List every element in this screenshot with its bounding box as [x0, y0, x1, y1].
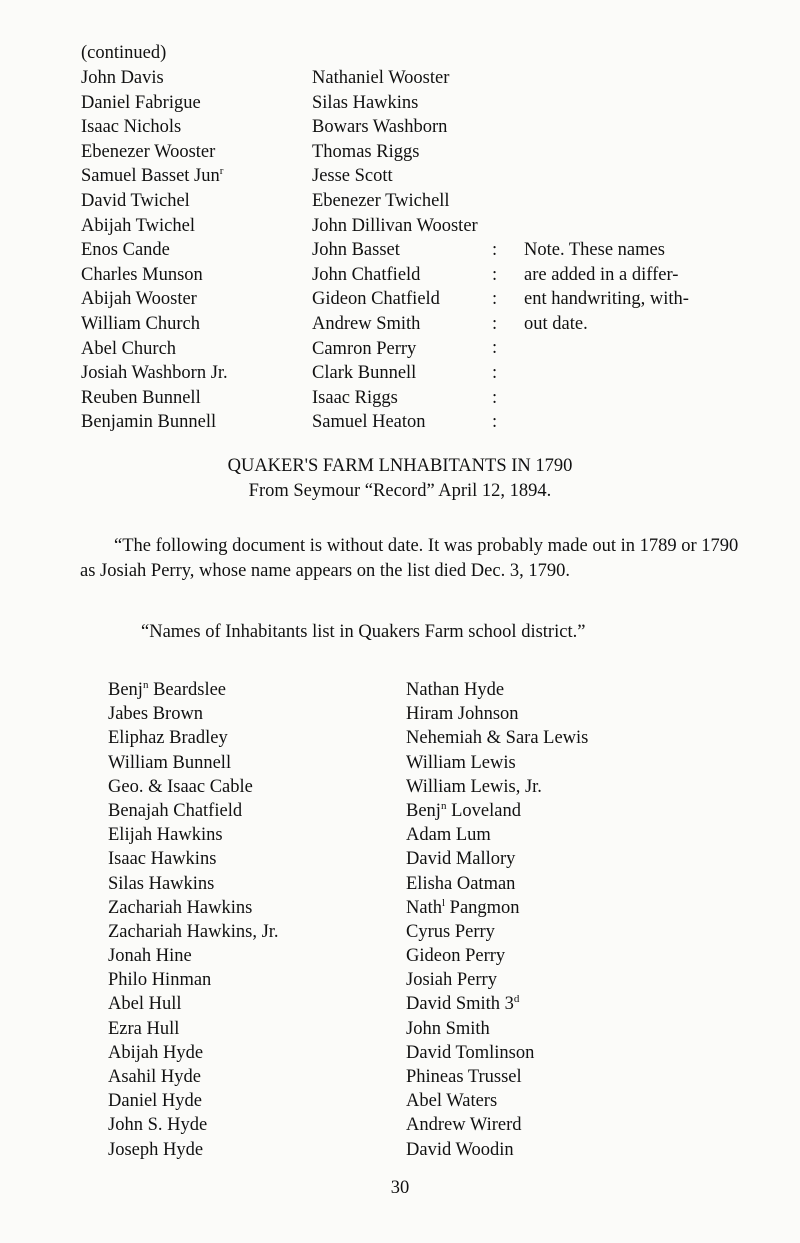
list-item: Josiah Perry	[406, 970, 497, 991]
list-item: William Lewis	[406, 752, 516, 773]
list-item: David Twichel	[81, 190, 190, 211]
list-item: Abijah Wooster	[81, 289, 197, 310]
list-item: Abel Hull	[108, 994, 182, 1015]
list-item: Samuel Heaton	[312, 412, 426, 433]
list-item: Benj$^n$ Beardslee	[108, 679, 227, 700]
colon-separator: :	[492, 387, 498, 408]
name-list-1-column-1	[81, 66, 228, 435]
list-item: Cyrus Perry	[406, 921, 495, 942]
colon-separator: :	[492, 289, 498, 310]
list-item: Nehemiah & Sara Lewis	[406, 728, 589, 749]
list-item: John Davis	[81, 68, 164, 88]
colon-column	[492, 238, 497, 435]
list-item: Enos Cande	[81, 240, 170, 261]
list-item: Gideon Perry	[406, 946, 506, 967]
list-item: William Bunnell	[108, 752, 232, 773]
list-item: Daniel Fabrigue	[81, 92, 201, 113]
list-item: John Dillivan Wooster	[312, 215, 478, 236]
colon-separator: :	[492, 240, 498, 260]
list-item: Nath$^l$ Pangmon	[406, 896, 520, 918]
list-item: Geo. & Isaac Cable	[108, 776, 253, 797]
list-item: Josiah Washborn Jr.	[81, 363, 228, 384]
list-item: Benj$^n$ Loveland	[406, 799, 521, 821]
list-item: Gideon Chatfield	[312, 289, 440, 310]
list-item: Silas Hawkins	[108, 873, 215, 894]
list-item: William Lewis, Jr.	[406, 776, 542, 797]
list-item: Hiram Johnson	[406, 704, 519, 725]
list-item: Ezra Hull	[108, 1018, 180, 1039]
note-line: Note. These names	[524, 240, 665, 260]
list-item: Zachariah Hawkins	[108, 897, 253, 918]
colon-separator: :	[492, 313, 498, 334]
list-item: Philo Hinman	[108, 970, 212, 991]
list-item: William Church	[81, 313, 200, 334]
inhabitants-column-2	[406, 678, 588, 1162]
colon-separator: :	[492, 264, 498, 285]
list-item: Jesse Scott	[312, 166, 393, 187]
list-item: David Mallory	[406, 849, 516, 870]
list-item: Ebenezer Wooster	[81, 141, 216, 162]
list-item: Isaac Riggs	[312, 387, 398, 408]
list-item: Phineas Trussel	[406, 1067, 522, 1087]
list-item: Abel Waters	[406, 1091, 498, 1112]
list-item: Bowars Washborn	[312, 117, 448, 138]
note-line: are added in a differ-	[524, 264, 679, 285]
list-item: Zachariah Hawkins, Jr.	[108, 921, 279, 942]
inhabitants-column-1	[108, 678, 279, 1162]
list-item: Elisha Oatman	[406, 873, 516, 894]
list-item: Charles Munson	[81, 264, 203, 285]
list-item: Nathaniel Wooster	[312, 68, 450, 88]
intro-paragraph: “The following document is without date. It was probably made out in 1789 or 1790 as Josiah Perry, whose name appears on the list died Dec. 3, 1790.	[80, 536, 739, 581]
list-item: Adam Lum	[406, 825, 491, 846]
list-item: Andrew Wirerd	[406, 1115, 522, 1136]
list-item: Clark Bunnell	[312, 363, 417, 384]
list-item: Reuben Bunnell	[81, 387, 201, 408]
list-item: John Basset	[312, 240, 400, 261]
handwriting-note	[524, 238, 689, 336]
list-item: Abel Church	[81, 338, 177, 359]
list-item: Joseph Hyde	[108, 1139, 204, 1160]
list-item: Daniel Hyde	[108, 1091, 203, 1112]
list-item: Benajah Chatfield	[108, 800, 243, 821]
continued-label: (continued)	[81, 43, 167, 63]
list-item: Thomas Riggs	[312, 141, 420, 162]
list-item: Ebenezer Twichell	[312, 190, 450, 211]
section-subtitle: From Seymour “Record” April 12, 1894.	[248, 481, 552, 501]
list-item: John Chatfield	[312, 264, 421, 285]
list-item: Isaac Nichols	[81, 117, 182, 138]
section-title: QUAKER'S FARM LNHABITANTS IN 1790	[227, 456, 573, 476]
list-item: Asahil Hyde	[108, 1067, 201, 1087]
note-line: ent handwriting, with-	[524, 289, 689, 310]
colon-separator: :	[492, 362, 498, 383]
list-item: Jabes Brown	[108, 704, 204, 725]
list-item: Silas Hawkins	[312, 92, 419, 113]
list-item: Elijah Hawkins	[108, 825, 223, 846]
list-item: David Tomlinson	[406, 1042, 535, 1063]
list-item: Isaac Hawkins	[108, 849, 217, 870]
list-item: John S. Hyde	[108, 1115, 208, 1136]
list-item: Eliphaz Bradley	[108, 728, 228, 749]
quote-paragraph: “Names of Inhabitants list in Quakers Farm school district.”	[141, 622, 586, 642]
list-item: Jonah Hine	[108, 946, 192, 967]
list-item: John Smith	[406, 1018, 490, 1039]
list-item: Benjamin Bunnell	[81, 412, 217, 433]
list-item: Abijah Twichel	[81, 215, 195, 236]
list-item: Samuel Basset Jun$^r$	[81, 165, 224, 187]
list-item: Camron Perry	[312, 338, 417, 359]
list-item: David Woodin	[406, 1139, 514, 1160]
note-line: out date.	[524, 313, 588, 334]
list-item: Andrew Smith	[312, 313, 421, 334]
name-list-1-column-2	[312, 66, 478, 435]
list-item: Nathan Hyde	[406, 680, 505, 700]
list-item: David Smith 3$^d$	[406, 993, 520, 1015]
page-number: 30	[390, 1178, 410, 1198]
colon-separator: :	[492, 412, 498, 433]
colon-separator: :	[492, 338, 498, 359]
list-item: Abijah Hyde	[108, 1042, 204, 1063]
